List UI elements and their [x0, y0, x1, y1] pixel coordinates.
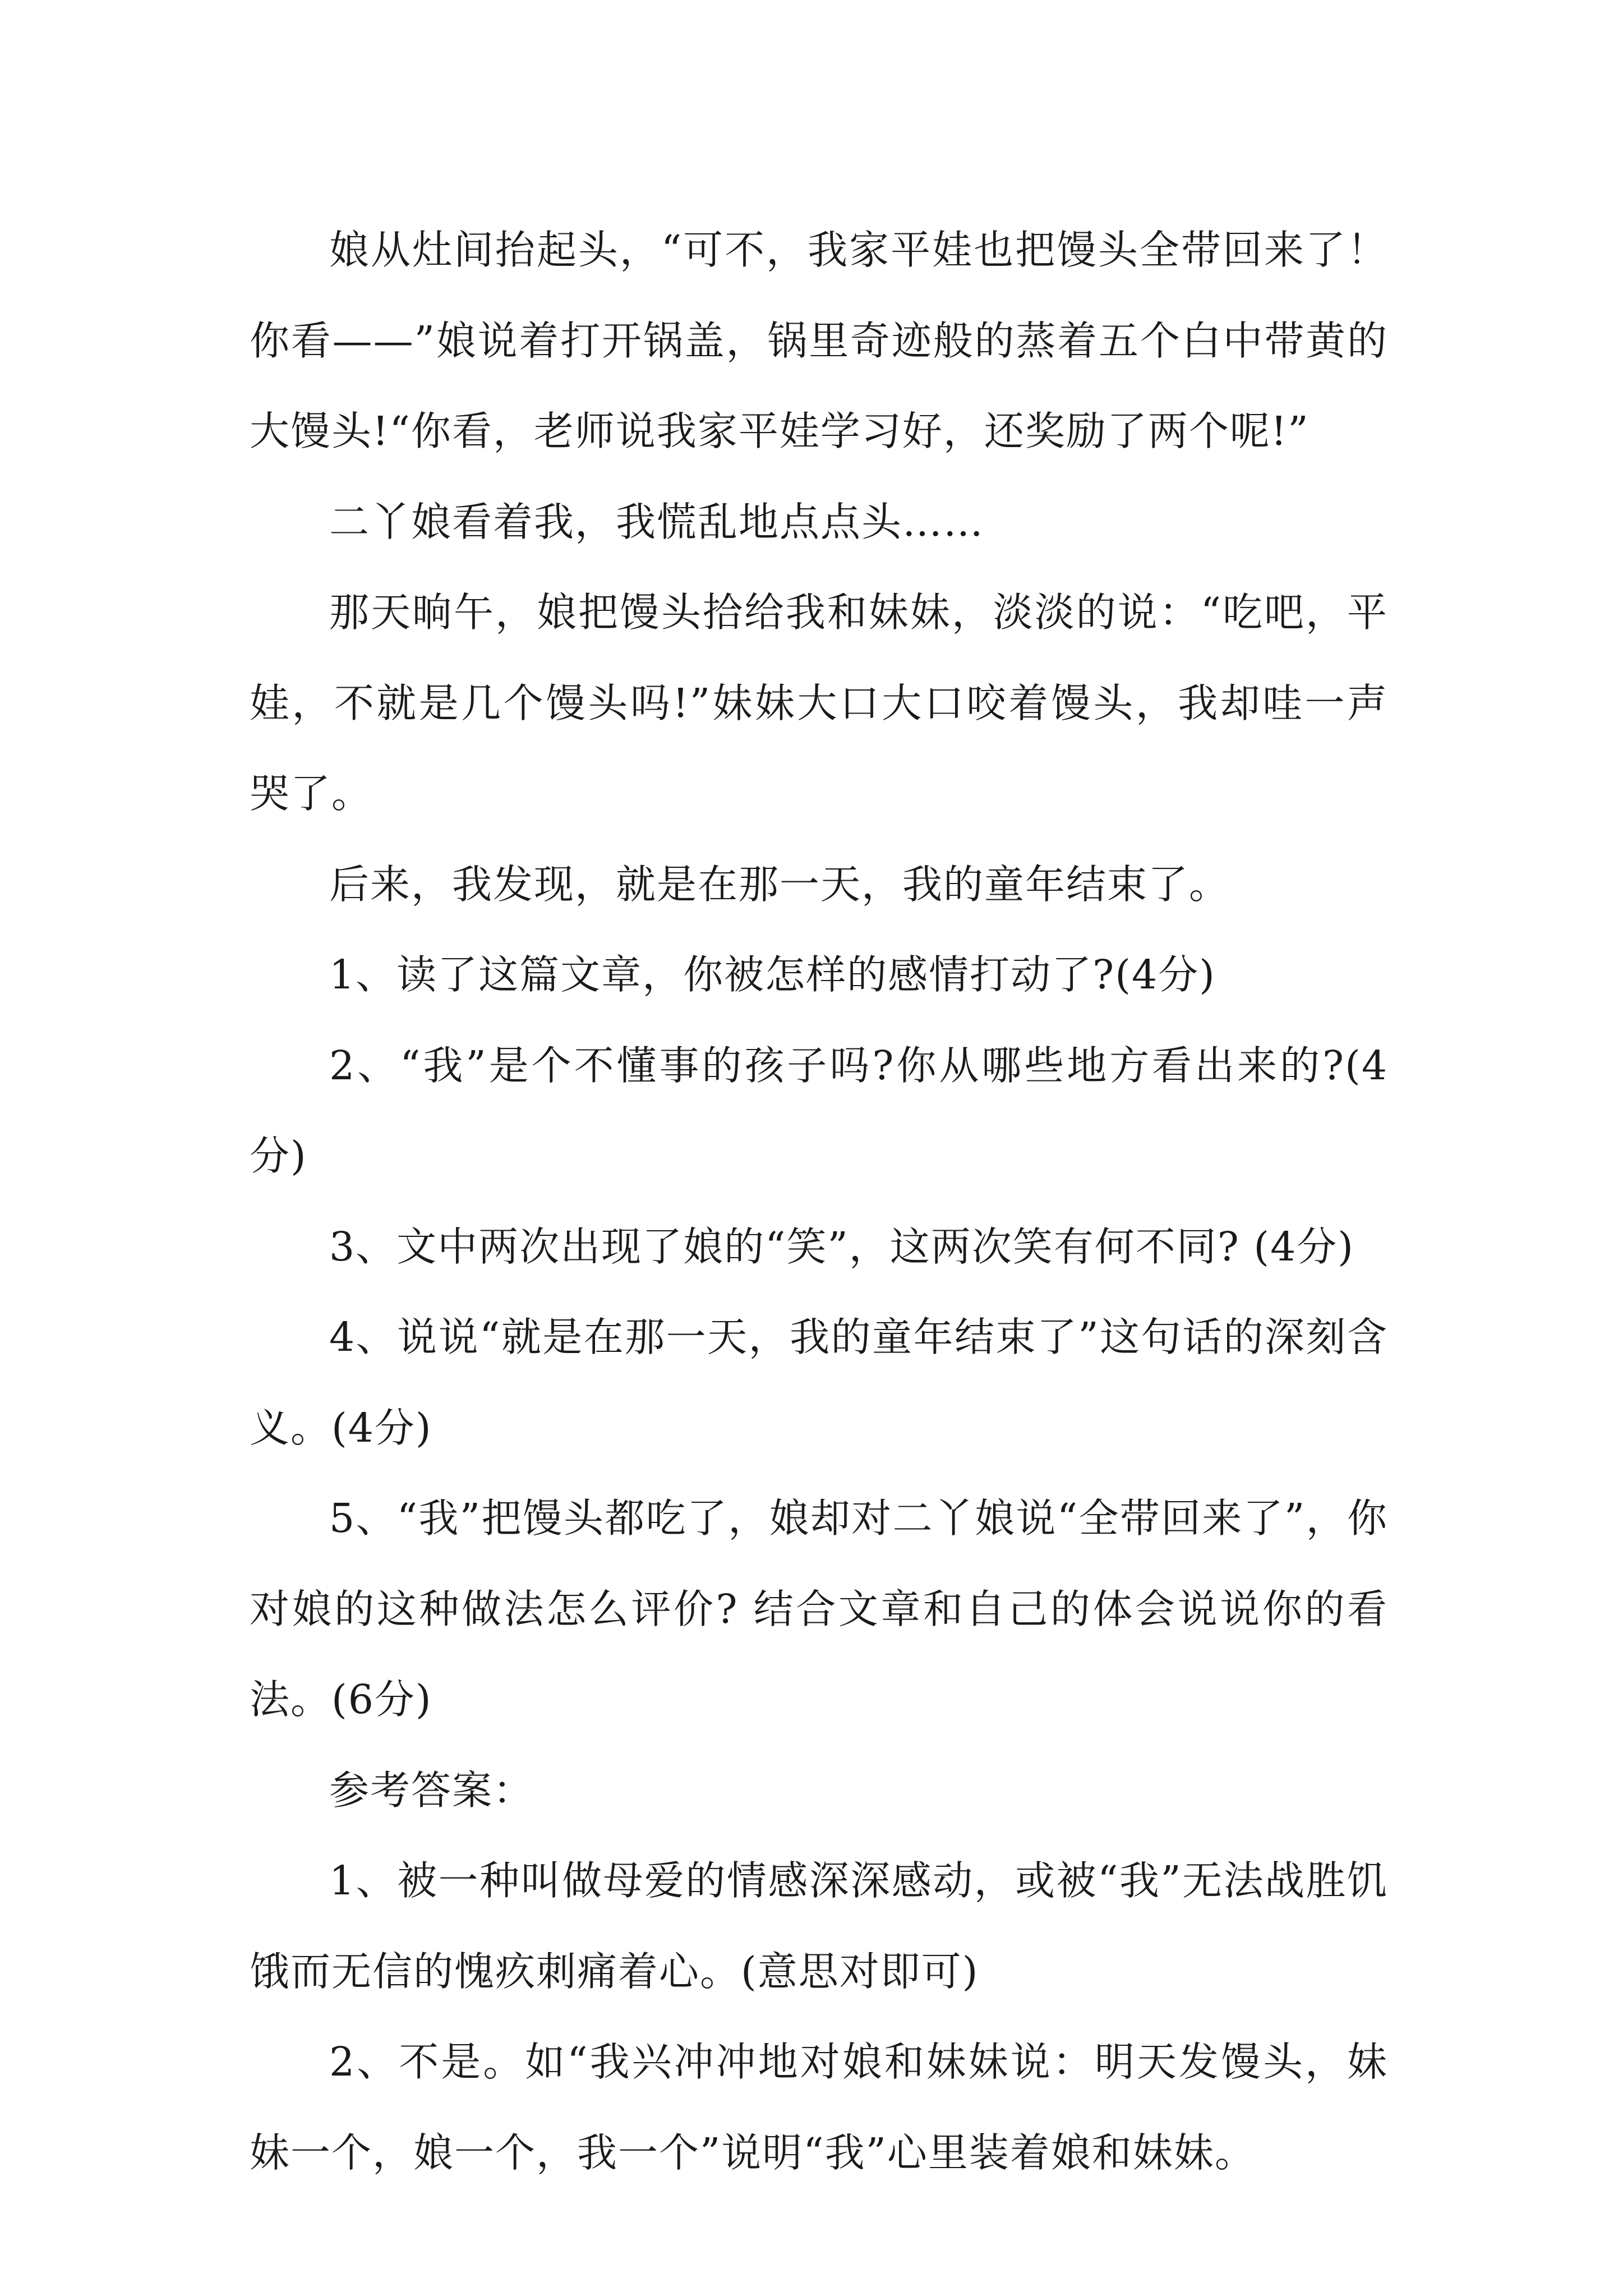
- story-paragraph: 娘从灶间抬起头，“可不，我家平娃也把馒头全带回来了！你看——”娘说着打开锅盖，锅里奇迹般的蒸着五个白中带黄的大馒头!“你看，老师说我家平娃学习好，还奖励了两个呢!”: [250, 227, 1388, 454]
- answer-1: 1、被一种叫做母爱的情感深深感动，或被“我”无法战胜饥饿而无信的愧疚刺痛着心。(意思对即可): [250, 1857, 1388, 1995]
- question-5: 5、“我”把馒头都吃了，娘却对二丫娘说“全带回来了”，你对娘的这种做法怎么评价? 结合文章和自己的体会说说你的看法。(6分): [250, 1495, 1388, 1723]
- answers-heading: 参考答案：: [329, 1766, 534, 1814]
- answer-2: 2、不是。如“我兴冲冲地对娘和妹妹说：明天发馒头，妹妹一个，娘一个，我一个”说明“我”心里装着娘和妹妹。: [250, 2039, 1388, 2176]
- question-1: 1、读了这篇文章，你被怎样的感情打动了?(4分): [329, 951, 1216, 998]
- story-paragraph: 二丫娘看着我，我慌乱地点点头……: [329, 498, 985, 545]
- question-2: 2、“我”是个不懂事的孩子吗?你从哪些地方看出来的?(4分): [250, 1042, 1388, 1179]
- story-paragraph: 后来，我发现，就是在那一天，我的童年结束了。: [329, 861, 1230, 908]
- document-body: [250, 205, 1388, 2198]
- story-paragraph: 那天晌午，娘把馒头拾给我和妹妹，淡淡的说：“吃吧，平娃，不就是几个馒头吗!”妹妹大口大口咬着馒头，我却哇一声哭了。: [250, 589, 1388, 817]
- question-3: 3、文中两次出现了娘的“笑”，这两次笑有何不同? (4分): [329, 1223, 1354, 1270]
- question-4: 4、说说“就是在那一天，我的童年结束了”这句话的深刻含义。(4分): [250, 1314, 1388, 1451]
